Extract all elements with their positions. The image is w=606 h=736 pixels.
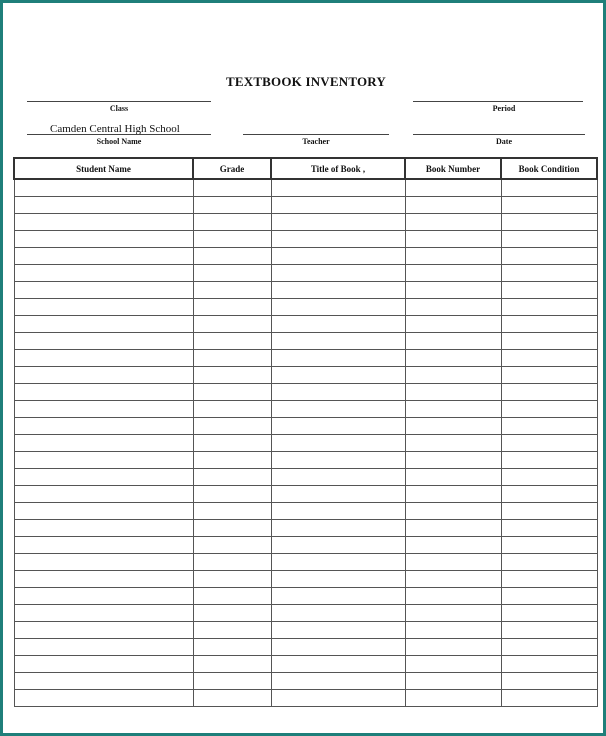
cell-grade[interactable] bbox=[193, 520, 271, 537]
cell-student-name[interactable] bbox=[14, 520, 193, 537]
cell-title-of-book[interactable] bbox=[271, 520, 405, 537]
cell-title-of-book[interactable] bbox=[271, 179, 405, 197]
table-row bbox=[14, 554, 597, 571]
table-row bbox=[14, 401, 597, 418]
cell-student-name[interactable] bbox=[14, 486, 193, 503]
cell-book-condition[interactable] bbox=[501, 452, 597, 469]
table-row bbox=[14, 418, 597, 435]
cell-book-number[interactable] bbox=[405, 673, 501, 690]
table-row bbox=[14, 520, 597, 537]
cell-grade[interactable] bbox=[193, 588, 271, 605]
cell-book-number[interactable] bbox=[405, 214, 501, 231]
table-row bbox=[14, 265, 597, 282]
cell-student-name[interactable] bbox=[14, 384, 193, 401]
cell-title-of-book[interactable] bbox=[271, 316, 405, 333]
cell-title-of-book[interactable] bbox=[271, 231, 405, 248]
table-row bbox=[14, 299, 597, 316]
table-row bbox=[14, 486, 597, 503]
cell-book-condition[interactable] bbox=[501, 179, 597, 197]
cell-student-name[interactable] bbox=[14, 350, 193, 367]
cell-student-name[interactable] bbox=[14, 367, 193, 384]
cell-book-condition[interactable] bbox=[501, 588, 597, 605]
cell-title-of-book[interactable] bbox=[271, 214, 405, 231]
cell-book-condition[interactable] bbox=[501, 503, 597, 520]
school-name-label: School Name bbox=[96, 137, 142, 146]
cell-book-condition[interactable] bbox=[501, 486, 597, 503]
cell-book-condition[interactable] bbox=[501, 350, 597, 367]
cell-title-of-book[interactable] bbox=[271, 333, 405, 350]
table-row bbox=[14, 333, 597, 350]
cell-title-of-book[interactable] bbox=[271, 673, 405, 690]
cell-grade[interactable] bbox=[193, 282, 271, 299]
cell-title-of-book[interactable] bbox=[271, 588, 405, 605]
cell-student-name[interactable] bbox=[14, 605, 193, 622]
cell-grade[interactable] bbox=[193, 605, 271, 622]
teacher-field-line[interactable] bbox=[243, 134, 389, 135]
cell-student-name[interactable] bbox=[14, 537, 193, 554]
cell-student-name[interactable] bbox=[14, 571, 193, 588]
cell-student-name[interactable] bbox=[14, 214, 193, 231]
table-row bbox=[14, 639, 597, 656]
cell-book-condition[interactable] bbox=[501, 418, 597, 435]
cell-title-of-book[interactable] bbox=[271, 197, 405, 214]
cell-student-name[interactable] bbox=[14, 435, 193, 452]
period-label: Period bbox=[492, 104, 516, 113]
cell-grade[interactable] bbox=[193, 469, 271, 486]
cell-book-number[interactable] bbox=[405, 418, 501, 435]
cell-book-number[interactable] bbox=[405, 554, 501, 571]
table-row bbox=[14, 537, 597, 554]
cell-book-number[interactable] bbox=[405, 350, 501, 367]
cell-book-number[interactable] bbox=[405, 639, 501, 656]
cell-grade[interactable] bbox=[193, 554, 271, 571]
cell-title-of-book[interactable] bbox=[271, 418, 405, 435]
header-student-name: Student Name bbox=[14, 158, 193, 179]
cell-grade[interactable] bbox=[193, 316, 271, 333]
school-name-value: Camden Central High School bbox=[50, 123, 180, 135]
table-row bbox=[14, 367, 597, 384]
cell-grade[interactable] bbox=[193, 299, 271, 316]
table-row bbox=[14, 656, 597, 673]
cell-student-name[interactable] bbox=[14, 656, 193, 673]
cell-grade[interactable] bbox=[193, 673, 271, 690]
cell-student-name[interactable] bbox=[14, 231, 193, 248]
table-row bbox=[14, 248, 597, 265]
cell-book-number[interactable] bbox=[405, 622, 501, 639]
cell-book-number[interactable] bbox=[405, 588, 501, 605]
table-row bbox=[14, 231, 597, 248]
cell-book-condition[interactable] bbox=[501, 639, 597, 656]
cell-grade[interactable] bbox=[193, 639, 271, 656]
cell-title-of-book[interactable] bbox=[271, 622, 405, 639]
cell-grade[interactable] bbox=[193, 435, 271, 452]
cell-student-name[interactable] bbox=[14, 418, 193, 435]
table-row bbox=[14, 452, 597, 469]
cell-book-condition[interactable] bbox=[501, 537, 597, 554]
cell-grade[interactable] bbox=[193, 452, 271, 469]
cell-book-number[interactable] bbox=[405, 231, 501, 248]
cell-student-name[interactable] bbox=[14, 588, 193, 605]
cell-student-name[interactable] bbox=[14, 299, 193, 316]
table-row bbox=[14, 571, 597, 588]
cell-student-name[interactable] bbox=[14, 248, 193, 265]
cell-grade[interactable] bbox=[193, 231, 271, 248]
cell-student-name[interactable] bbox=[14, 197, 193, 214]
cell-title-of-book[interactable] bbox=[271, 503, 405, 520]
cell-book-number[interactable] bbox=[405, 367, 501, 384]
cell-title-of-book[interactable] bbox=[271, 656, 405, 673]
cell-student-name[interactable] bbox=[14, 639, 193, 656]
cell-grade[interactable] bbox=[193, 622, 271, 639]
cell-grade[interactable] bbox=[193, 418, 271, 435]
cell-student-name[interactable] bbox=[14, 503, 193, 520]
cell-book-condition[interactable] bbox=[501, 605, 597, 622]
cell-grade[interactable] bbox=[193, 656, 271, 673]
cell-grade[interactable] bbox=[193, 384, 271, 401]
period-field-line[interactable] bbox=[413, 101, 583, 102]
cell-book-number[interactable] bbox=[405, 690, 501, 707]
cell-title-of-book[interactable] bbox=[271, 554, 405, 571]
cell-book-number[interactable] bbox=[405, 537, 501, 554]
cell-book-number[interactable] bbox=[405, 503, 501, 520]
cell-book-condition[interactable] bbox=[501, 656, 597, 673]
table-body bbox=[14, 179, 597, 707]
table-row bbox=[14, 469, 597, 486]
cell-book-condition[interactable] bbox=[501, 554, 597, 571]
cell-book-number[interactable] bbox=[405, 299, 501, 316]
table-row bbox=[14, 214, 597, 231]
cell-title-of-book[interactable] bbox=[271, 605, 405, 622]
cell-book-condition[interactable] bbox=[501, 248, 597, 265]
cell-grade[interactable] bbox=[193, 571, 271, 588]
date-field-line[interactable] bbox=[413, 134, 585, 135]
cell-book-number[interactable] bbox=[405, 656, 501, 673]
cell-grade[interactable] bbox=[193, 197, 271, 214]
cell-book-number[interactable] bbox=[405, 401, 501, 418]
cell-book-condition[interactable] bbox=[501, 367, 597, 384]
cell-book-condition[interactable] bbox=[501, 690, 597, 707]
cell-grade[interactable] bbox=[193, 265, 271, 282]
cell-student-name[interactable] bbox=[14, 452, 193, 469]
cell-grade[interactable] bbox=[193, 503, 271, 520]
cell-book-number[interactable] bbox=[405, 248, 501, 265]
cell-book-condition[interactable] bbox=[501, 333, 597, 350]
teacher-label: Teacher bbox=[302, 137, 330, 146]
table-row bbox=[14, 503, 597, 520]
cell-book-condition[interactable] bbox=[501, 265, 597, 282]
cell-student-name[interactable] bbox=[14, 265, 193, 282]
table-row bbox=[14, 197, 597, 214]
table-row bbox=[14, 435, 597, 452]
cell-title-of-book[interactable] bbox=[271, 248, 405, 265]
cell-grade[interactable] bbox=[193, 248, 271, 265]
cell-title-of-book[interactable] bbox=[271, 265, 405, 282]
cell-title-of-book[interactable] bbox=[271, 299, 405, 316]
table-row bbox=[14, 282, 597, 299]
table-header-row bbox=[14, 158, 597, 179]
cell-book-number[interactable] bbox=[405, 452, 501, 469]
cell-grade[interactable] bbox=[193, 350, 271, 367]
cell-book-condition[interactable] bbox=[501, 384, 597, 401]
cell-grade[interactable] bbox=[193, 333, 271, 350]
cell-student-name[interactable] bbox=[14, 469, 193, 486]
cell-student-name[interactable] bbox=[14, 622, 193, 639]
table-row bbox=[14, 179, 597, 197]
table-row bbox=[14, 673, 597, 690]
class-field-line[interactable] bbox=[27, 101, 211, 102]
cell-book-number[interactable] bbox=[405, 469, 501, 486]
cell-grade[interactable] bbox=[193, 690, 271, 707]
cell-book-number[interactable] bbox=[405, 179, 501, 197]
cell-book-condition[interactable] bbox=[501, 299, 597, 316]
cell-book-number[interactable] bbox=[405, 520, 501, 537]
cell-student-name[interactable] bbox=[14, 554, 193, 571]
cell-book-number[interactable] bbox=[405, 197, 501, 214]
cell-grade[interactable] bbox=[193, 179, 271, 197]
cell-book-condition[interactable] bbox=[501, 282, 597, 299]
cell-book-number[interactable] bbox=[405, 486, 501, 503]
cell-title-of-book[interactable] bbox=[271, 435, 405, 452]
cell-title-of-book[interactable] bbox=[271, 452, 405, 469]
cell-book-condition[interactable] bbox=[501, 197, 597, 214]
form-title: TEXTBOOK INVENTORY bbox=[225, 74, 387, 89]
cell-book-number[interactable] bbox=[405, 571, 501, 588]
cell-book-condition[interactable] bbox=[501, 673, 597, 690]
inventory-table bbox=[13, 157, 596, 707]
cell-title-of-book[interactable] bbox=[271, 690, 405, 707]
cell-student-name[interactable] bbox=[14, 179, 193, 197]
cell-book-condition[interactable] bbox=[501, 214, 597, 231]
cell-title-of-book[interactable] bbox=[271, 367, 405, 384]
cell-title-of-book[interactable] bbox=[271, 384, 405, 401]
cell-book-condition[interactable] bbox=[501, 469, 597, 486]
table-row bbox=[14, 316, 597, 333]
cell-book-condition[interactable] bbox=[501, 520, 597, 537]
cell-book-number[interactable] bbox=[405, 316, 501, 333]
cell-book-number[interactable] bbox=[405, 605, 501, 622]
cell-student-name[interactable] bbox=[14, 401, 193, 418]
cell-title-of-book[interactable] bbox=[271, 486, 405, 503]
cell-grade[interactable] bbox=[193, 214, 271, 231]
cell-title-of-book[interactable] bbox=[271, 401, 405, 418]
cell-book-number[interactable] bbox=[405, 282, 501, 299]
cell-title-of-book[interactable] bbox=[271, 350, 405, 367]
table-row bbox=[14, 622, 597, 639]
cell-book-condition[interactable] bbox=[501, 401, 597, 418]
cell-grade[interactable] bbox=[193, 401, 271, 418]
cell-book-condition[interactable] bbox=[501, 435, 597, 452]
table-row bbox=[14, 690, 597, 707]
cell-grade[interactable] bbox=[193, 367, 271, 384]
cell-book-condition[interactable] bbox=[501, 571, 597, 588]
cell-grade[interactable] bbox=[193, 537, 271, 554]
cell-book-number[interactable] bbox=[405, 333, 501, 350]
cell-title-of-book[interactable] bbox=[271, 282, 405, 299]
cell-student-name[interactable] bbox=[14, 673, 193, 690]
header-book-number: Book Number bbox=[405, 158, 501, 179]
class-label: Class bbox=[109, 104, 129, 113]
cell-book-number[interactable] bbox=[405, 265, 501, 282]
header-book-condition: Book Condition bbox=[501, 158, 597, 179]
cell-book-condition[interactable] bbox=[501, 622, 597, 639]
cell-student-name[interactable] bbox=[14, 690, 193, 707]
cell-book-condition[interactable] bbox=[501, 316, 597, 333]
table-row bbox=[14, 384, 597, 401]
table-row bbox=[14, 588, 597, 605]
cell-book-condition[interactable] bbox=[501, 231, 597, 248]
cell-student-name[interactable] bbox=[14, 333, 193, 350]
cell-book-number[interactable] bbox=[405, 384, 501, 401]
cell-title-of-book[interactable] bbox=[271, 639, 405, 656]
school-name-field-line[interactable] bbox=[27, 134, 211, 135]
cell-title-of-book[interactable] bbox=[271, 537, 405, 554]
table-row bbox=[14, 350, 597, 367]
table-row bbox=[14, 605, 597, 622]
date-label: Date bbox=[496, 137, 512, 146]
cell-title-of-book[interactable] bbox=[271, 571, 405, 588]
header-grade: Grade bbox=[193, 158, 271, 179]
cell-student-name[interactable] bbox=[14, 282, 193, 299]
cell-book-number[interactable] bbox=[405, 435, 501, 452]
cell-student-name[interactable] bbox=[14, 316, 193, 333]
cell-grade[interactable] bbox=[193, 486, 271, 503]
header-title-of-book: Title of Book , bbox=[271, 158, 405, 179]
cell-title-of-book[interactable] bbox=[271, 469, 405, 486]
